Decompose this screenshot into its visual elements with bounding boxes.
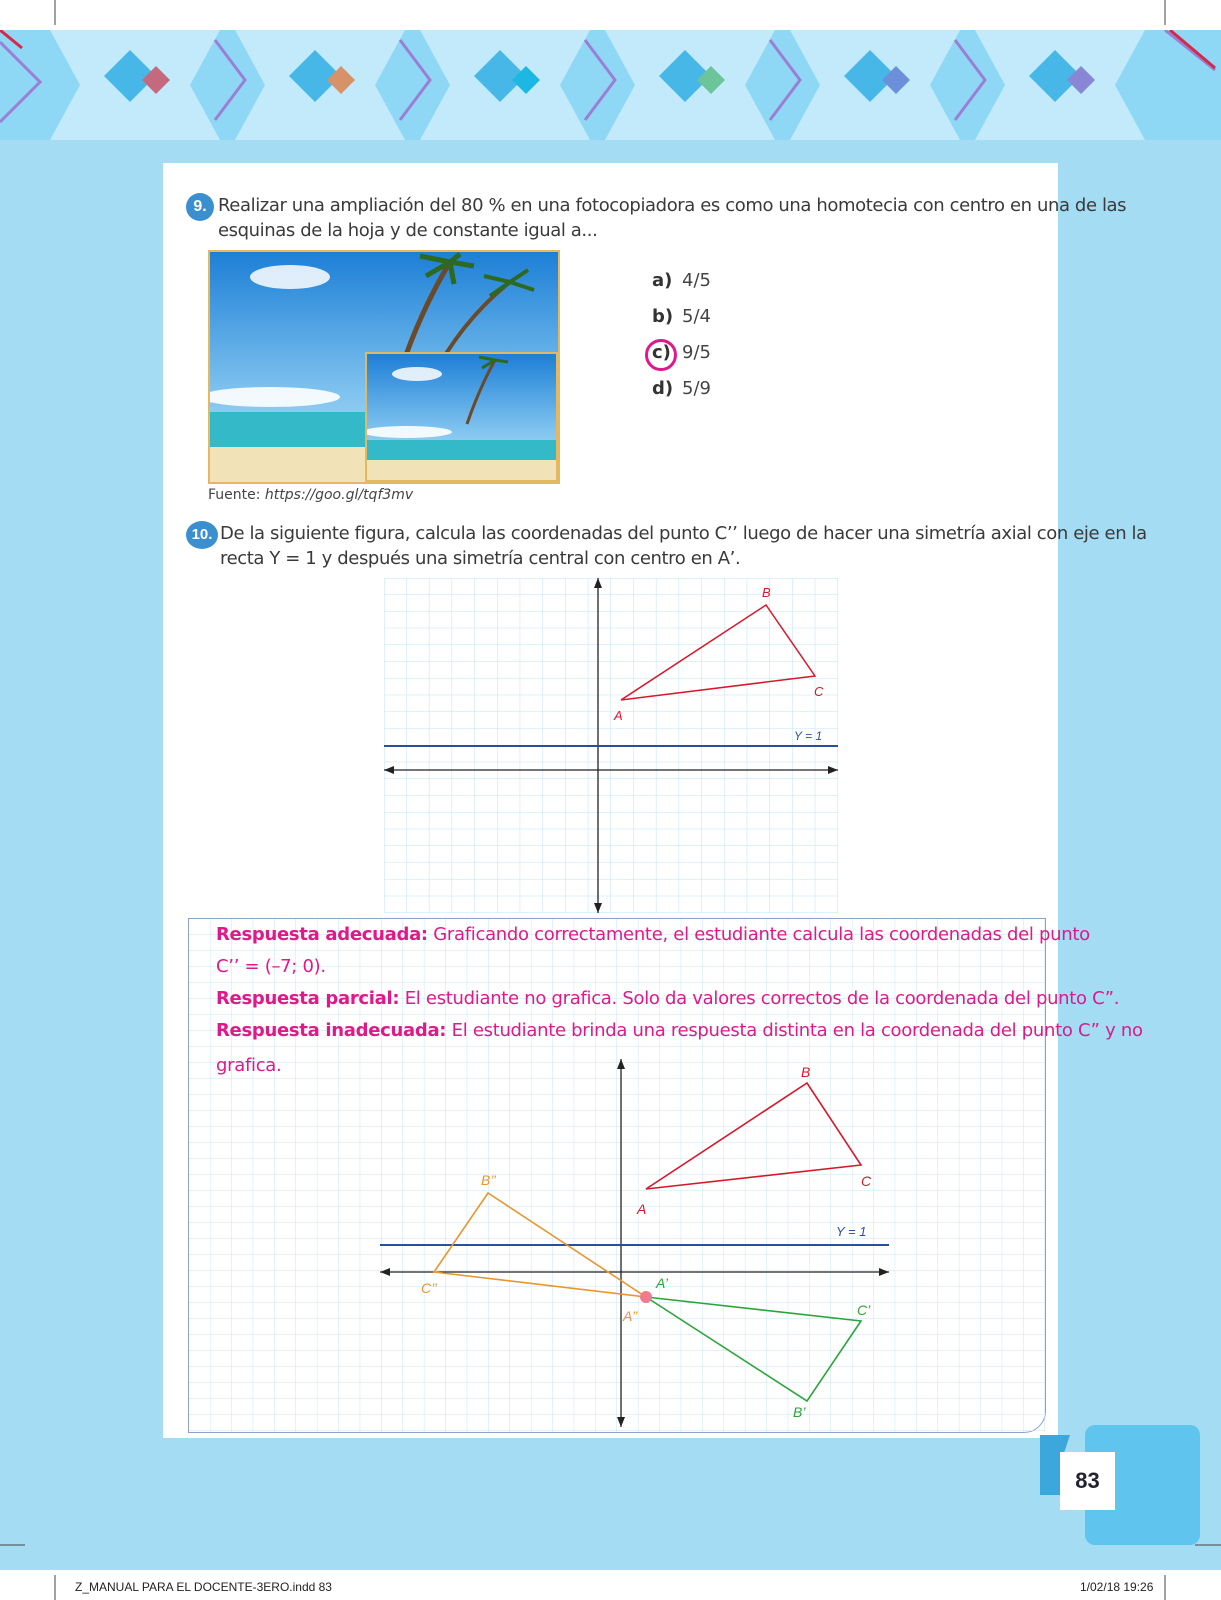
inadequate-text: El estudiante brinda una respuesta distinta en la coordenada del punto C” y no <box>446 1020 1143 1041</box>
source-url: https://goo.gl/tqf3mv <box>264 487 414 503</box>
adequate-label: Respuesta adecuada: <box>216 924 428 945</box>
option-value: 9/5 <box>682 342 711 363</box>
label-c1: C’ <box>857 1302 871 1318</box>
label-y1: Y = 1 <box>836 1224 867 1239</box>
label-b2: B’’ <box>481 1172 497 1188</box>
footer-timestamp: 1/02/18 19:26 <box>1080 1580 1154 1594</box>
answer-inadequate-line2: grafica. <box>216 1055 282 1076</box>
question-9-text-line1: Realizar una ampliación del 80 % en una fotocopiadora es como una homotecia con centro en una de las <box>218 195 1127 216</box>
partial-label: Respuesta parcial: <box>216 988 400 1009</box>
footer-file-name: Z_MANUAL PARA EL DOCENTE-3ERO.indd 83 <box>75 1580 332 1594</box>
option-letter: d) <box>652 378 674 399</box>
option-value: 5/4 <box>682 306 711 327</box>
label-c: C <box>814 684 824 699</box>
question-9-text-line2: esquinas de la hoja y de constante igual a... <box>218 220 598 241</box>
question-10-number: 10. <box>186 521 218 549</box>
label-y1: Y = 1 <box>794 729 823 743</box>
option-letter: c) <box>652 342 671 363</box>
label-a: A <box>637 1201 647 1217</box>
option-value: 5/9 <box>682 378 711 399</box>
label-c: C <box>861 1173 872 1189</box>
label-b: B <box>762 585 771 600</box>
option-letter: a) <box>652 270 673 291</box>
label-b1: B’ <box>793 1404 806 1420</box>
inadequate-label: Respuesta inadecuada: <box>216 1020 447 1041</box>
partial-text: El estudiante no grafica. Solo da valores correctos de la coordenada del punto C”. <box>399 988 1120 1009</box>
label-a: A <box>614 708 623 723</box>
source-label: Fuente: <box>208 487 265 503</box>
page-number: 83 <box>1060 1452 1115 1510</box>
question-9-number: 9. <box>186 193 214 221</box>
label-a2: A’’ <box>623 1308 638 1324</box>
label-c2: C’’ <box>421 1280 437 1296</box>
adequate-text: Graficando correctamente, el estudiante calcula las coordenadas del punto <box>427 924 1090 945</box>
label-b: B <box>801 1064 811 1080</box>
answer-adequate-line2: C’’ = (–7; 0). <box>216 956 326 977</box>
option-value: 4/5 <box>682 270 711 291</box>
label-a1: A’ <box>656 1275 668 1291</box>
question-10-text-line1: De la siguiente figura, calcula las coordenadas del punto C’’ luego de hacer una simetría axial con eje en la <box>220 523 1147 544</box>
question-10-text-line2: recta Y = 1 y después una simetría central con centro en A’. <box>220 548 741 569</box>
option-letter: b) <box>652 306 674 327</box>
